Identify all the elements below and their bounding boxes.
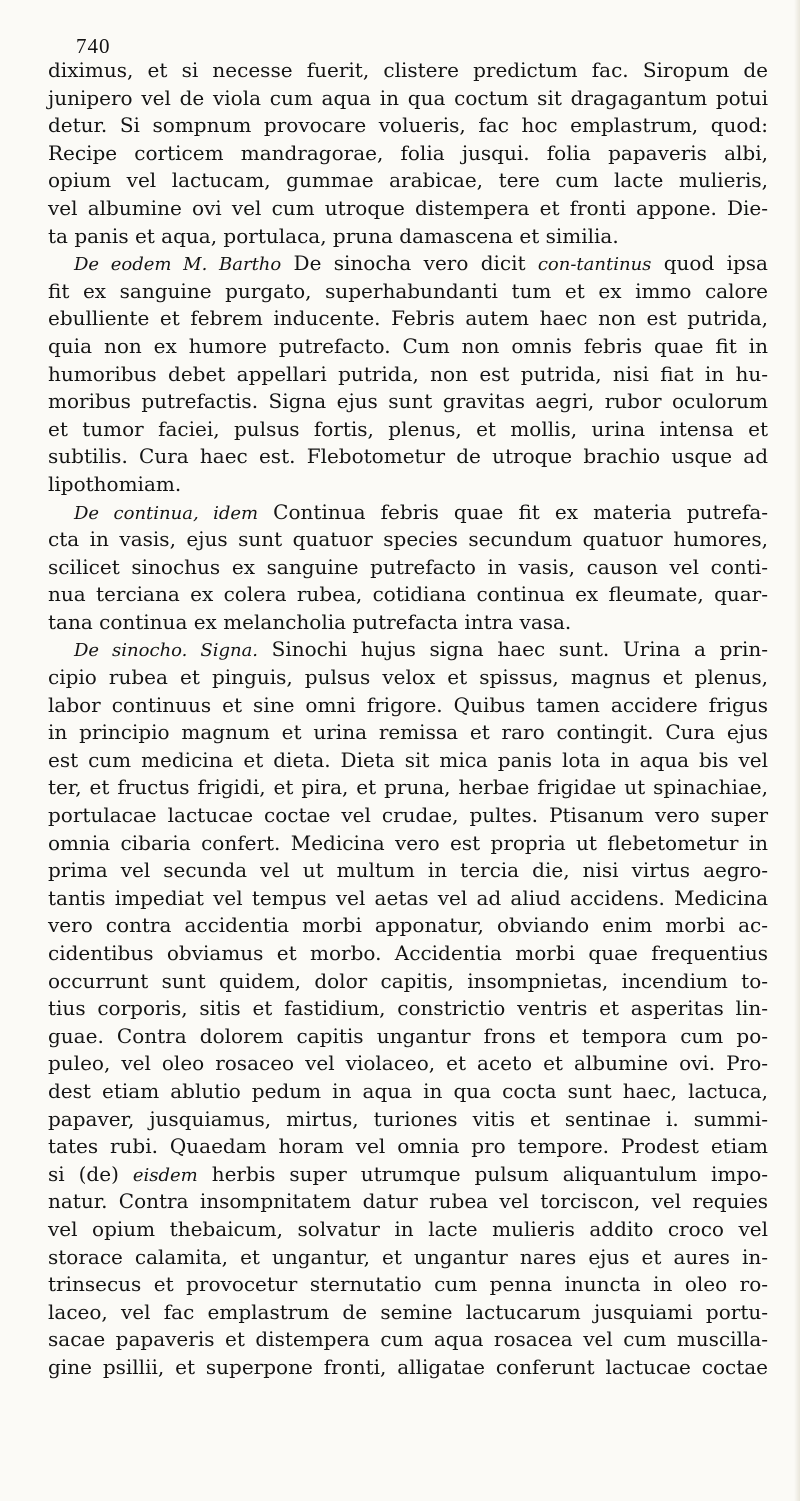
text-line xyxy=(48,416,768,444)
text-segment: natur. Contra insompnitatem datur rubea vel torciscon, vel requies xyxy=(48,1189,768,1214)
text-segment: si (de) xyxy=(48,1161,133,1186)
text-segment: quia non ex humore putrefacto. Cum non omnis febris quae fit in xyxy=(48,333,768,358)
text-segment: laceo, vel fac emplastrum de semine lactucarum jusquiami portu- xyxy=(48,1299,768,1324)
text-segment: ter, et fructus frigidi, et pira, et pruna, herbae frigidae ut spinachiae, xyxy=(48,775,768,800)
text-line xyxy=(48,1188,768,1216)
text-line xyxy=(48,857,768,885)
text-line xyxy=(48,1161,768,1189)
text-segment: fit ex sanguine purgato, superhabundanti tum et ex immo calore xyxy=(48,278,768,303)
text-segment: quod ipsa xyxy=(651,251,768,276)
text-segment: occurrunt sunt quidem, dolor capitis, insompnietas, incendium to- xyxy=(48,968,768,993)
text-line xyxy=(48,747,768,775)
text-segment: Continua febris quae fit ex materia putrefa- xyxy=(258,499,769,524)
italic-heading-segment: De sinocho. Signa. xyxy=(74,640,259,662)
text-segment: tana continua ex melancholia putrefacta intra vasa. xyxy=(48,609,572,634)
text-line xyxy=(48,636,768,664)
text-segment: nua terciana ex colera rubea, cotidiana continua ex fleumate, quar- xyxy=(48,582,768,607)
text-segment: cta in vasis, ejus sunt quatuor species secundum quatuor humores, xyxy=(48,527,768,552)
text-segment: tantis impediat vel tempus vel aetas vel ad aliud accidens. Medicina xyxy=(48,885,768,910)
text-segment: papaver, jusquiamus, mirtus, turiones vitis et sentinae i. summi- xyxy=(48,1106,768,1131)
text-line xyxy=(48,57,768,85)
text-line xyxy=(48,1271,768,1299)
text-segment: tius corporis, sitis et fastidium, constrictio ventris et asperitas lin- xyxy=(48,996,768,1021)
text-line xyxy=(48,912,768,940)
text-segment: moribus putrefactis. Signa ejus sunt gravitas aegri, rubor oculorum xyxy=(48,389,768,414)
text-segment: ta panis et aqua, portulaca, pruna damascena et similia. xyxy=(48,223,619,248)
text-line xyxy=(48,664,768,692)
text-line xyxy=(48,1023,768,1051)
text-line xyxy=(48,195,768,223)
text-segment: guae. Contra dolorem capitis ungantur frons et tempora cum po- xyxy=(48,1023,768,1048)
text-segment: storace calamita, et ungantur, et ungantur nares ejus et aures in- xyxy=(48,1244,768,1269)
text-segment: est cum medicina et dieta. Dieta sit mica panis lota in aqua bis vel xyxy=(48,747,768,772)
text-segment: detur. Si sompnum provocare volueris, fac hoc emplastrum, quod: xyxy=(48,113,768,138)
text-segment: vero contra accidentia morbi apponatur, obviando enim morbi ac- xyxy=(48,913,768,938)
text-segment: vel albumine ovi vel cum utroque distempera et fronti appone. Die- xyxy=(48,195,768,220)
text-segment: gine psillii, et superpone fronti, alligatae conferunt lactucae coctae xyxy=(48,1354,768,1379)
text-segment: humoribus debet appellari putrida, non est putrida, nisi fiat in hu- xyxy=(48,361,768,386)
text-line xyxy=(48,995,768,1023)
text-segment: labor continuus et sine omni frigore. Quibus tamen accidere frigus xyxy=(48,692,768,717)
text-line xyxy=(48,940,768,968)
text-segment: portulacae lactucae coctae vel crudae, pultes. Ptisanum vero super xyxy=(48,803,768,828)
text-line xyxy=(48,140,768,168)
text-line xyxy=(48,167,768,195)
text-line xyxy=(48,885,768,913)
page-body-text xyxy=(48,57,768,1382)
italic-heading-segment: con-tantinus xyxy=(537,254,652,276)
text-line xyxy=(48,333,768,361)
text-segment: opium vel lactucam, gummae arabicae, tere cum lacte mulieris, xyxy=(48,168,768,193)
text-segment: diximus, et si necesse fuerit, clistere predictum fac. Siropum de xyxy=(48,58,768,82)
page-number: 740 xyxy=(76,34,111,58)
text-segment: vel opium thebaicum, solvatur in lacte mulieris addito croco vel xyxy=(48,1216,768,1241)
text-segment: lipothomiam. xyxy=(48,471,182,496)
text-line xyxy=(48,223,768,251)
text-line xyxy=(48,471,768,499)
text-line xyxy=(48,1354,768,1382)
text-segment: tates rubi. Quaedam horam vel omnia pro tempore. Prodest etiam xyxy=(48,1134,768,1159)
text-segment: dest etiam ablutio pedum in aqua in qua cocta sunt haec, lactuca, xyxy=(48,1078,768,1103)
text-line xyxy=(48,802,768,830)
text-line xyxy=(48,388,768,416)
text-line xyxy=(48,1050,768,1078)
text-line xyxy=(48,443,768,471)
text-line xyxy=(48,774,768,802)
text-segment: ebulliente et febrem inducente. Febris autem haec non est putrida, xyxy=(48,306,768,331)
text-segment: scilicet sinochus ex sanguine putrefacto in vasis, causon vel conti- xyxy=(48,554,768,579)
text-line xyxy=(48,361,768,389)
text-segment: puleo, vel oleo rosaceo vel violaceo, et aceto et albumine ovi. Pro- xyxy=(48,1051,768,1076)
text-line xyxy=(48,1216,768,1244)
text-segment: De sinocha vero dicit xyxy=(281,251,538,276)
text-segment: in principio magnum et urina remissa et raro contingit. Cura ejus xyxy=(48,720,768,745)
text-line xyxy=(48,305,768,333)
text-line xyxy=(48,1244,768,1272)
text-line xyxy=(48,1133,768,1161)
text-line xyxy=(48,526,768,554)
text-segment: Recipe corticem mandragorae, folia jusqui. folia papaveris albi, xyxy=(48,140,768,165)
text-line xyxy=(48,499,768,527)
text-segment: trinsecus et provocetur sternutatio cum penna inuncta in oleo ro- xyxy=(48,1272,768,1297)
text-line xyxy=(48,719,768,747)
text-line xyxy=(48,1326,768,1354)
italic-heading-segment: eisdem xyxy=(132,1164,198,1186)
text-segment: cidentibus obviamus et morbo. Accidentia morbi quae frequentius xyxy=(48,941,768,965)
text-line xyxy=(48,85,768,113)
text-segment: sacae papaveris et distempera cum aqua rosacea vel cum muscilla- xyxy=(48,1327,768,1352)
text-segment: prima vel secunda vel ut multum in tercia die, nisi virtus aegro- xyxy=(48,858,768,883)
text-line xyxy=(48,609,768,637)
text-line xyxy=(48,250,768,278)
text-segment: omnia cibaria confert. Medicina vero est propria ut flebetometur in xyxy=(48,830,768,855)
text-line xyxy=(48,968,768,996)
text-segment: cipio rubea et pinguis, pulsus velox et spissus, magnus et plenus, xyxy=(48,665,768,690)
italic-heading-segment: De continua, idem xyxy=(74,502,259,524)
text-line xyxy=(48,554,768,582)
text-line xyxy=(48,1299,768,1327)
italic-heading-segment: De eodem M. Bartho xyxy=(74,254,282,276)
text-line xyxy=(48,1078,768,1106)
text-line xyxy=(48,1106,768,1134)
text-segment: junipero vel de viola cum aqua in qua coctum sit dragagantum potui xyxy=(48,85,768,110)
text-line xyxy=(48,581,768,609)
text-segment: herbis super utrumque pulsum aliquantulum impo- xyxy=(197,1161,768,1186)
text-line xyxy=(48,112,768,140)
page-edge-shadow xyxy=(794,0,800,1501)
text-segment: Sinochi hujus signa haec sunt. Urina a prin- xyxy=(258,637,768,662)
text-line xyxy=(48,692,768,720)
text-line xyxy=(48,278,768,306)
text-line xyxy=(48,830,768,858)
text-segment: subtilis. Cura haec est. Flebotometur de utroque brachio usque ad xyxy=(48,444,768,469)
text-segment: et tumor faciei, pulsus fortis, plenus, et mollis, urina intensa et xyxy=(48,416,768,441)
